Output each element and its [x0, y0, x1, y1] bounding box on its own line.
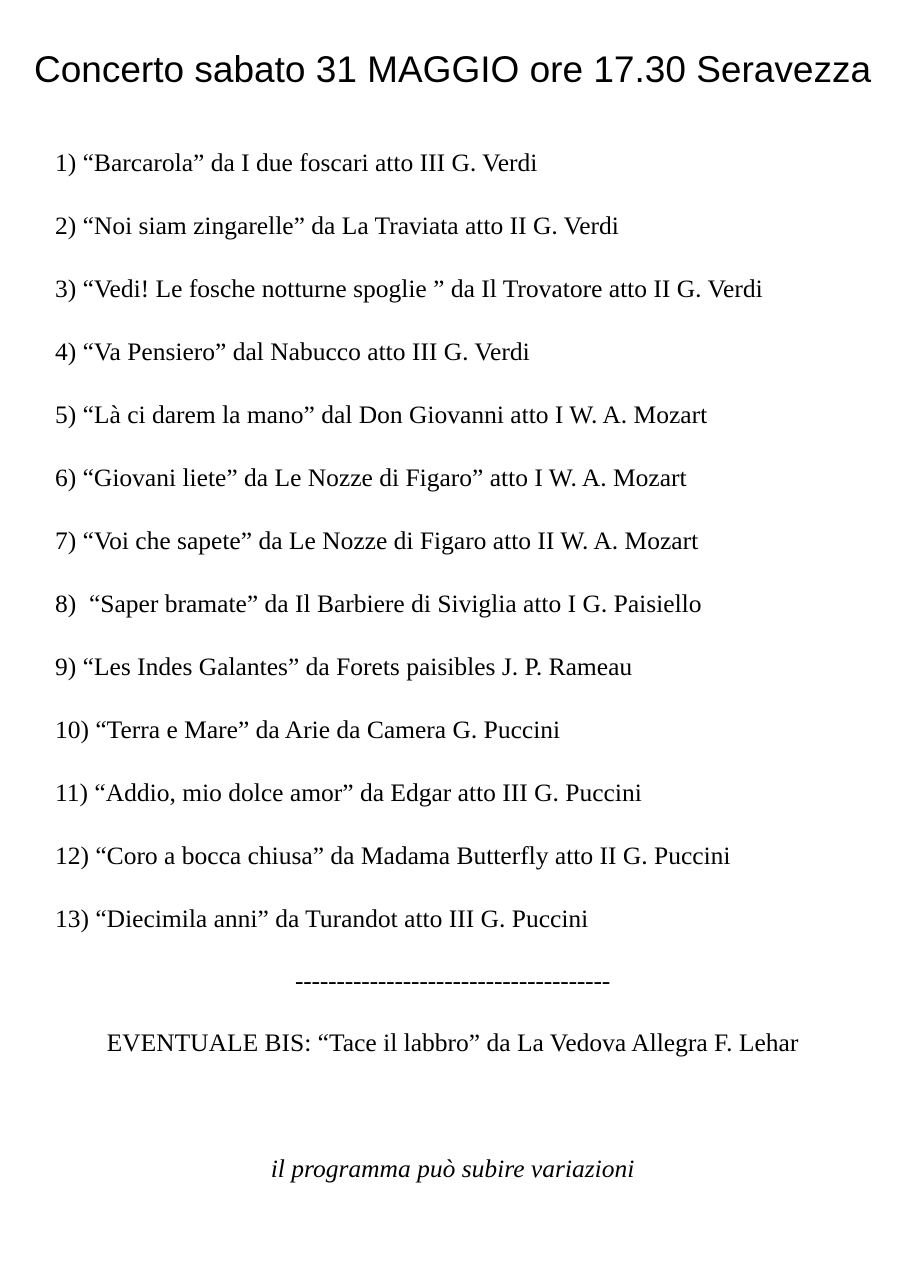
program-item: 13) “Diecimila anni” da Turandot atto III G. Puccini [55, 904, 589, 933]
program-item: 11) “Addio, mio dolce amor” da Edgar atto III G. Puccini [55, 778, 642, 807]
program-item: 4) “Va Pensiero” dal Nabucco atto III G. Verdi [55, 337, 530, 366]
separator-line: -------------------------------------- [294, 966, 611, 995]
program-item: 1) “Barcarola” da I due foscari atto III G. Verdi [55, 148, 538, 177]
program-list [55, 146, 763, 965]
program-item: 12) “Coro a bocca chiusa” da Madama Butterfly atto II G. Puccini [55, 841, 731, 870]
program-item: 2) “Noi siam zingarelle” da La Traviata atto II G. Verdi [55, 211, 619, 240]
program-item: 8) “Saper bramate” da Il Barbiere di Siviglia atto I G. Paisiello [55, 589, 702, 618]
variation-note: il programma può subire variazioni [270, 1154, 635, 1183]
page-title: Concerto sabato 31 MAGGIO ore 17.30 Seravezza [33, 49, 872, 90]
encore-line: EVENTUALE BIS: “Tace il labbro” da La Vedova Allegra F. Lehar [106, 1028, 799, 1057]
program-item: 3) “Vedi! Le fosche notturne spoglie ” da Il Trovatore atto II G. Verdi [55, 274, 763, 303]
program-item: 10) “Terra e Mare” da Arie da Camera G. Puccini [55, 715, 561, 744]
program-item: 9) “Les Indes Galantes” da Forets paisibles J. P. Rameau [55, 652, 633, 681]
program-item: 5) “Là ci darem la mano” dal Don Giovanni atto I W. A. Mozart [55, 400, 708, 429]
program-item: 6) “Giovani liete” da Le Nozze di Figaro” atto I W. A. Mozart [55, 463, 687, 492]
program-item: 7) “Voi che sapete” da Le Nozze di Figaro atto II W. A. Mozart [55, 526, 699, 555]
